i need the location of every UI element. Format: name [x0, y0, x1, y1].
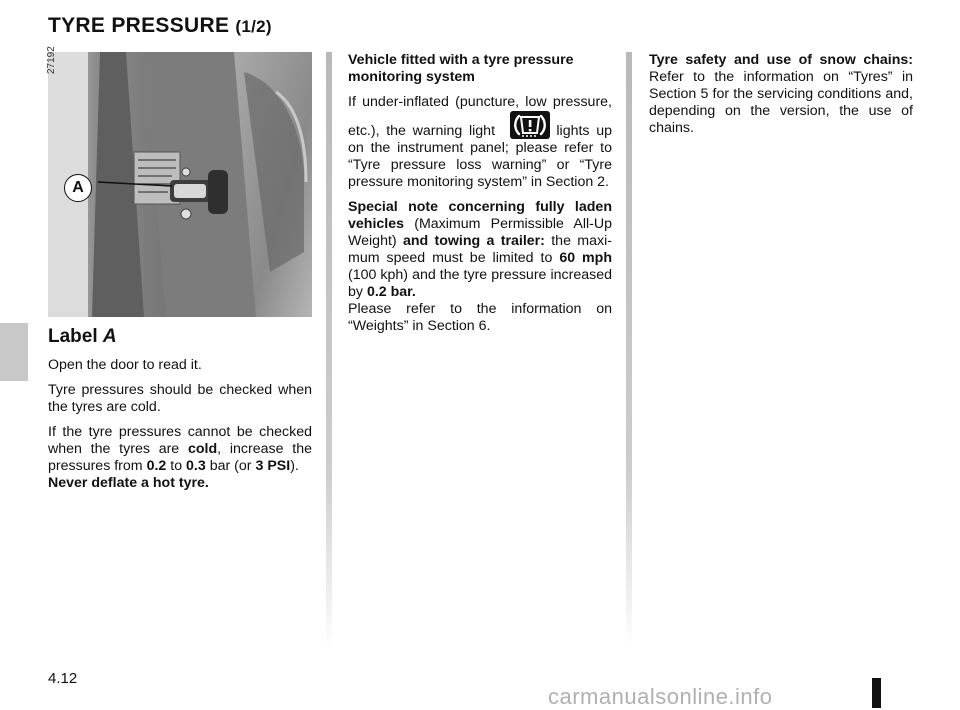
tyre-pressure-warning-icon	[510, 111, 550, 139]
column-divider-left	[326, 52, 332, 650]
snow-chains-heading: Tyre safety and use of snow chains:	[649, 52, 913, 68]
callout-letter	[64, 174, 92, 202]
snow-chains-p	[649, 52, 913, 137]
monitoring-p1-a: If under-inflated (puncture, low pressure, etc.), the warning light	[348, 94, 612, 139]
column-snow-chains	[649, 52, 913, 145]
column-label	[48, 326, 312, 500]
page-title-text: TYRE PRESSURE	[48, 14, 230, 37]
monitoring-p2-bold1: Special note concerning fully laden vehicles	[348, 199, 612, 232]
monitoring-p2	[348, 199, 612, 335]
callout-letter-text: A	[72, 179, 84, 196]
label-p3-a: If the tyre pressures cannot be checked when the tyres are	[48, 424, 312, 457]
monitoring-p2-increase: 0.2 bar.	[366, 284, 416, 300]
label-heading	[48, 326, 312, 348]
monitoring-p2-d: Please refer to the information on “Weights” in Section 6.	[348, 301, 612, 334]
label-p1: Open the door to read it.	[48, 357, 202, 373]
page-part: (1/2)	[235, 17, 272, 36]
watermark: carmanualsonline.info	[548, 684, 773, 709]
corner-mark	[872, 678, 881, 708]
column-divider-right	[626, 52, 632, 650]
section-tab	[0, 323, 28, 381]
monitoring-p2-speed: 60 mph	[559, 250, 613, 266]
monitoring-p2-c: (100 kph) and the tyre pressure increased by	[348, 267, 612, 300]
label-p3-c: bar (or	[209, 458, 252, 474]
label-p3-v2: 0.3	[186, 458, 206, 474]
monitoring-p1-b: lights up on the instrument panel; please refer to “Tyre pressure loss warning” or “Tyre pressure monitoring system” in Section 2.	[348, 123, 612, 190]
monitoring-heading	[348, 52, 612, 86]
monitoring-p2-b: the maximum speed must be limited to	[348, 233, 612, 266]
monitoring-p1	[348, 94, 612, 191]
label-p3-b: , increase the pressures from	[48, 441, 312, 474]
monitoring-heading-text: Vehicle fitted with a tyre pressure monitoring system	[348, 52, 574, 85]
label-p3-cold: cold	[187, 441, 218, 457]
figure-ref-number: 27192	[46, 46, 57, 74]
label-heading-letter: A	[102, 326, 117, 347]
label-p3	[48, 424, 312, 492]
label-heading-text: Label	[48, 326, 98, 347]
monitoring-p2-bold2: and towing a trailer:	[402, 233, 545, 249]
label-p3-warning: Never deflate a hot tyre.	[48, 475, 209, 491]
label-p3-to: to	[170, 458, 183, 474]
column-monitoring	[348, 52, 612, 343]
label-p3-v1: 0.2	[146, 458, 167, 474]
page-title	[48, 14, 272, 38]
label-p3-d: ).	[290, 458, 299, 474]
snow-chains-text: Refer to the information on “Tyres” in Section 5 for the servicing conditions and, depending on the version, the use of chains.	[649, 69, 913, 136]
label-p2: Tyre pressures should be checked when the tyres are cold.	[48, 382, 312, 415]
monitoring-p2-a: (Maximum Permissible All-Up Weight)	[348, 216, 612, 249]
page-number: 4.12	[48, 670, 78, 687]
label-p3-psi: 3 PSI	[255, 458, 291, 474]
